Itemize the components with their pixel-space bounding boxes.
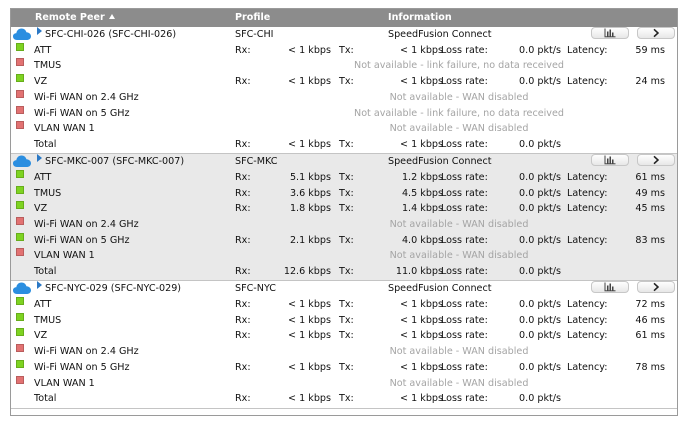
latency-value: 61 ms [635, 171, 665, 183]
wan-name: VZ [34, 203, 48, 215]
latency-value: 45 ms [635, 203, 665, 215]
wan-name: Wi-Fi WAN on 2.4 GHz [34, 91, 139, 103]
wan-name: ATT [34, 299, 52, 311]
loss-rate-value: 0.0 pkt/s [519, 138, 561, 150]
total-label: Total [34, 393, 57, 405]
rx-value: < 1 kbps [288, 44, 331, 56]
sort-ascending-icon [109, 14, 115, 19]
wan-name: VLAN WAN 1 [34, 250, 95, 262]
tx-value: < 1 kbps [400, 299, 443, 311]
wan-row [11, 74, 677, 90]
cloud-icon [12, 154, 32, 168]
rx-value: 5.1 kbps [289, 171, 331, 183]
wan-status-icon [16, 297, 24, 305]
wan-unavailable-message: Not available - link failure, no data received [354, 60, 564, 72]
wan-name: Wi-Fi WAN on 2.4 GHz [34, 218, 139, 230]
tx-value: 11.0 kbps [395, 266, 443, 278]
tx-value: 4.5 kbps [401, 187, 443, 199]
wan-status-icon [16, 90, 24, 98]
tx-value: 1.4 kbps [401, 203, 443, 215]
peer-info: SpeedFusion Connect [388, 283, 492, 295]
wan-row [11, 58, 677, 74]
latency-label: Latency: [567, 76, 608, 88]
wan-name: Wi-Fi WAN on 5 GHz [34, 361, 130, 373]
wan-status-icon [16, 74, 24, 82]
remote-peer-header-label: Remote Peer [35, 12, 105, 23]
wan-name: VLAN WAN 1 [34, 377, 95, 389]
wan-status-icon [16, 170, 24, 178]
latency-label: Latency: [567, 234, 608, 246]
loss-rate-label: Loss rate: [441, 171, 488, 183]
wan-status-icon [16, 121, 24, 129]
chevron-right-icon [653, 29, 659, 38]
latency-label: Latency: [567, 187, 608, 199]
wan-name: TMUS [34, 314, 62, 326]
wan-name: Wi-Fi WAN on 5 GHz [34, 107, 130, 119]
rx-label: Rx: [235, 361, 251, 373]
expand-arrow-icon[interactable] [37, 27, 42, 35]
loss-rate-label: Loss rate: [441, 187, 488, 199]
wan-status-icon [16, 106, 24, 114]
latency-value: 61 ms [635, 330, 665, 342]
loss-rate-label: Loss rate: [441, 361, 488, 373]
wan-row [11, 217, 677, 233]
tx-label: Tx: [339, 187, 354, 199]
chart-button[interactable] [591, 27, 629, 39]
wan-name: Wi-Fi WAN on 5 GHz [34, 234, 130, 246]
details-button[interactable] [637, 27, 675, 39]
loss-rate-value: 0.0 pkt/s [519, 330, 561, 342]
wan-status-icon [16, 360, 24, 368]
tx-label: Tx: [339, 138, 354, 150]
loss-rate-label: Loss rate: [441, 234, 488, 246]
wan-status-icon [16, 58, 24, 66]
wan-unavailable-message: Not available - WAN disabled [389, 123, 529, 135]
loss-rate-value: 0.0 pkt/s [519, 44, 561, 56]
peer-name: SFC-MKC-007 (SFC-MKC-007) [45, 156, 185, 168]
details-button[interactable] [637, 154, 675, 166]
wan-unavailable-message: Not available - WAN disabled [389, 377, 529, 389]
loss-rate-label: Loss rate: [441, 76, 488, 88]
peer-row[interactable] [11, 27, 677, 43]
wan-row [11, 170, 677, 186]
speedfusion-status-table [10, 8, 678, 416]
loss-rate-label: Loss rate: [441, 138, 488, 150]
wan-unavailable-message: Not available - WAN disabled [389, 91, 529, 103]
latency-value: 24 ms [635, 76, 665, 88]
wan-unavailable-message: Not available - WAN disabled [389, 218, 529, 230]
wan-row [11, 313, 677, 329]
loss-rate-value: 0.0 pkt/s [519, 393, 561, 405]
tx-value: < 1 kbps [400, 393, 443, 405]
expand-arrow-icon[interactable] [37, 281, 42, 289]
wan-row [11, 201, 677, 217]
tx-value: < 1 kbps [400, 76, 443, 88]
loss-rate-value: 0.0 pkt/s [519, 234, 561, 246]
rx-label: Rx: [235, 203, 251, 215]
latency-value: 49 ms [635, 187, 665, 199]
peer-name: SFC-NYC-029 (SFC-NYC-029) [45, 283, 182, 295]
tx-value: 4.0 kbps [401, 234, 443, 246]
loss-rate-value: 0.0 pkt/s [519, 171, 561, 183]
rx-label: Rx: [235, 171, 251, 183]
rx-value: < 1 kbps [288, 361, 331, 373]
peer-profile: SFC-NYC [235, 283, 276, 295]
profile-column-header: Profile [235, 12, 271, 23]
rx-label: Rx: [235, 187, 251, 199]
wan-name: ATT [34, 44, 52, 56]
wan-row [11, 106, 677, 122]
tx-label: Tx: [339, 171, 354, 183]
total-label: Total [34, 266, 57, 278]
wan-name: TMUS [34, 187, 62, 199]
wan-row [11, 360, 677, 376]
tx-label: Tx: [339, 44, 354, 56]
latency-label: Latency: [567, 314, 608, 326]
total-row [11, 137, 677, 153]
wan-status-icon [16, 328, 24, 336]
latency-label: Latency: [567, 171, 608, 183]
loss-rate-value: 0.0 pkt/s [519, 76, 561, 88]
wan-status-icon [16, 217, 24, 225]
latency-label: Latency: [567, 330, 608, 342]
latency-label: Latency: [567, 44, 608, 56]
cloud-icon [12, 27, 32, 41]
rx-value: < 1 kbps [288, 138, 331, 150]
wan-row [11, 233, 677, 249]
rx-label: Rx: [235, 330, 251, 342]
total-label: Total [34, 138, 57, 150]
chevron-right-icon [653, 156, 659, 165]
peer-profile: SFC-CHI [235, 29, 274, 40]
latency-label: Latency: [567, 299, 608, 311]
wan-name: Wi-Fi WAN on 2.4 GHz [34, 346, 139, 358]
loss-rate-value: 0.0 pkt/s [519, 203, 561, 215]
rx-value: < 1 kbps [288, 76, 331, 88]
wan-name: TMUS [34, 60, 62, 72]
wan-name: ATT [34, 171, 52, 183]
wan-row [11, 186, 677, 202]
wan-row [11, 43, 677, 59]
wan-name: VZ [34, 330, 48, 342]
peer-row[interactable] [11, 281, 677, 297]
latency-value: 72 ms [635, 299, 665, 311]
bar-chart-icon [604, 29, 616, 38]
latency-value: 46 ms [635, 314, 665, 326]
wan-unavailable-message: Not available - WAN disabled [389, 346, 529, 358]
rx-value: 1.8 kbps [289, 203, 331, 215]
wan-row [11, 328, 677, 344]
wan-status-icon [16, 201, 24, 209]
loss-rate-label: Loss rate: [441, 266, 488, 278]
peer-info: SpeedFusion Connect [388, 29, 492, 40]
wan-name: VZ [34, 76, 48, 88]
bar-chart-icon [604, 156, 616, 165]
latency-value: 83 ms [635, 234, 665, 246]
details-button[interactable] [637, 281, 675, 293]
wan-status-icon [16, 248, 24, 256]
rx-label: Rx: [235, 44, 251, 56]
latency-value: 78 ms [635, 361, 665, 373]
peer-name: SFC-CHI-026 (SFC-CHI-026) [45, 29, 177, 40]
rx-label: Rx: [235, 138, 251, 150]
tx-value: < 1 kbps [400, 138, 443, 150]
peer-row[interactable] [11, 154, 677, 170]
wan-status-icon [16, 313, 24, 321]
chart-button[interactable] [591, 281, 629, 293]
tx-value: 1.2 kbps [401, 171, 443, 183]
latency-value: 59 ms [635, 44, 665, 56]
rx-label: Rx: [235, 299, 251, 311]
wan-row [11, 90, 677, 106]
wan-row [11, 344, 677, 360]
chart-button[interactable] [591, 154, 629, 166]
tx-label: Tx: [339, 314, 354, 326]
loss-rate-label: Loss rate: [441, 299, 488, 311]
rx-label: Rx: [235, 76, 251, 88]
cloud-icon [12, 281, 32, 295]
latency-label: Latency: [567, 361, 608, 373]
loss-rate-label: Loss rate: [441, 44, 488, 56]
peer-group [11, 281, 677, 408]
rx-value: 12.6 kbps [283, 266, 331, 278]
total-row [11, 264, 677, 280]
expand-arrow-icon[interactable] [37, 154, 42, 162]
peer-group [11, 27, 677, 154]
wan-unavailable-message: Not available - WAN disabled [389, 250, 529, 262]
tx-label: Tx: [339, 266, 354, 278]
tx-label: Tx: [339, 76, 354, 88]
loss-rate-value: 0.0 pkt/s [519, 266, 561, 278]
rx-value: < 1 kbps [288, 299, 331, 311]
rx-label: Rx: [235, 393, 251, 405]
rx-value: < 1 kbps [288, 314, 331, 326]
wan-name: VLAN WAN 1 [34, 123, 95, 135]
rx-label: Rx: [235, 234, 251, 246]
tx-value: < 1 kbps [400, 314, 443, 326]
rx-value: 3.6 kbps [289, 187, 331, 199]
loss-rate-value: 0.0 pkt/s [519, 187, 561, 199]
loss-rate-label: Loss rate: [441, 330, 488, 342]
total-row [11, 391, 677, 407]
wan-status-icon [16, 376, 24, 384]
rx-label: Rx: [235, 266, 251, 278]
tx-label: Tx: [339, 330, 354, 342]
loss-rate-value: 0.0 pkt/s [519, 361, 561, 373]
wan-row [11, 121, 677, 137]
remote-peer-column-header[interactable] [35, 12, 115, 23]
tx-value: < 1 kbps [400, 44, 443, 56]
rx-value: 2.1 kbps [289, 234, 331, 246]
tx-label: Tx: [339, 299, 354, 311]
wan-status-icon [16, 233, 24, 241]
loss-rate-label: Loss rate: [441, 314, 488, 326]
bar-chart-icon [604, 283, 616, 292]
peer-group [11, 154, 677, 281]
tx-label: Tx: [339, 203, 354, 215]
tx-value: < 1 kbps [400, 330, 443, 342]
tx-label: Tx: [339, 361, 354, 373]
loss-rate-value: 0.0 pkt/s [519, 314, 561, 326]
wan-row [11, 248, 677, 264]
loss-rate-label: Loss rate: [441, 203, 488, 215]
wan-row [11, 376, 677, 392]
rx-value: < 1 kbps [288, 330, 331, 342]
rx-value: < 1 kbps [288, 393, 331, 405]
latency-label: Latency: [567, 203, 608, 215]
tx-label: Tx: [339, 393, 354, 405]
wan-status-icon [16, 344, 24, 352]
peer-info: SpeedFusion Connect [388, 156, 492, 168]
loss-rate-value: 0.0 pkt/s [519, 299, 561, 311]
chevron-right-icon [653, 283, 659, 292]
peer-profile: SFC-MKC [235, 156, 278, 168]
wan-unavailable-message: Not available - link failure, no data received [354, 107, 564, 119]
tx-label: Tx: [339, 234, 354, 246]
wan-status-icon [16, 43, 24, 51]
wan-row [11, 297, 677, 313]
tx-value: < 1 kbps [400, 361, 443, 373]
loss-rate-label: Loss rate: [441, 393, 488, 405]
wan-status-icon [16, 186, 24, 194]
table-header [11, 9, 677, 27]
rx-label: Rx: [235, 314, 251, 326]
information-column-header: Information [388, 12, 452, 23]
